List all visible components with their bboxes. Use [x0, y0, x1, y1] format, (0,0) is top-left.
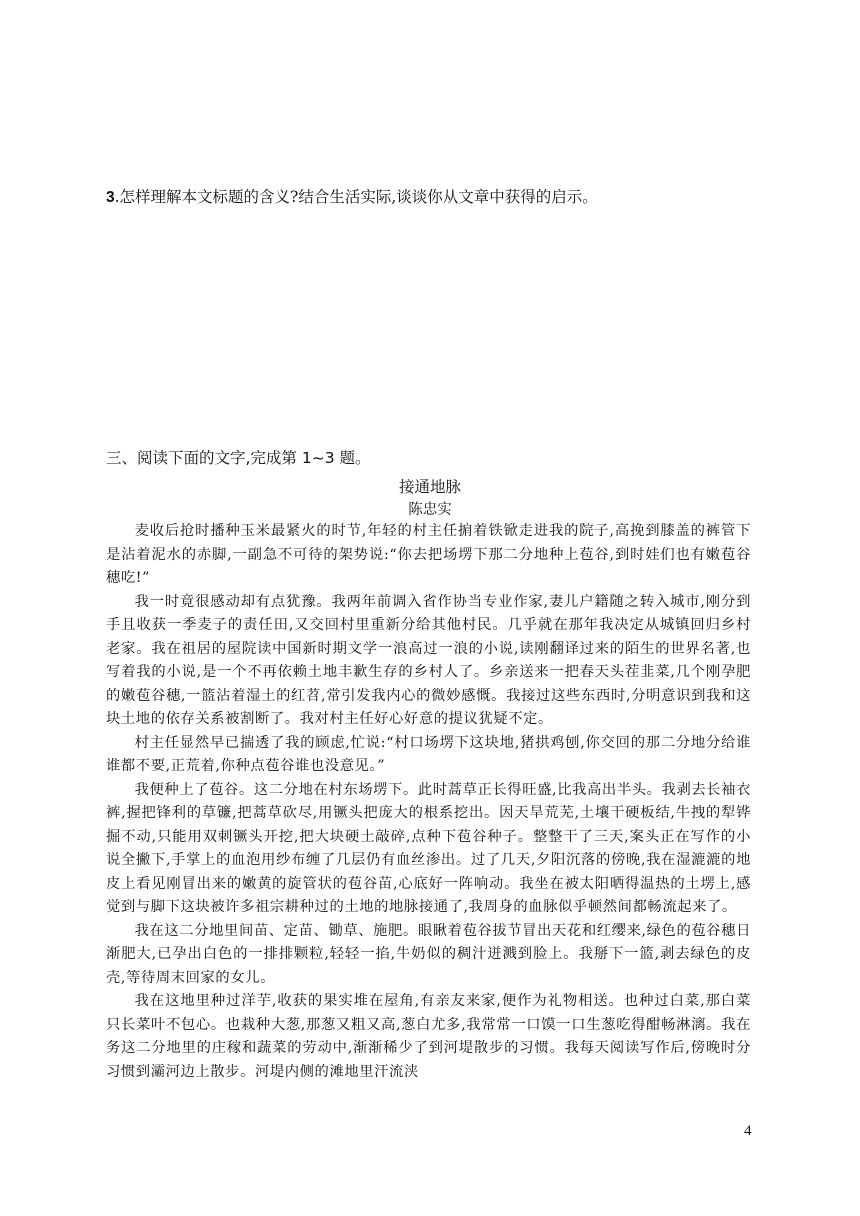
question-number: 3 [106, 189, 115, 206]
paragraph: 我在这二分地里间苗、定苗、锄草、施肥。眼瞅着苞谷拔节冒出天花和红缨来,绿色的苞谷穗日渐肥大,已孕出白色的一排排颗粒,轻轻一掐,牛奶似的稠汁迸溅到脸上。我掰下一篮,剥去绿色的皮壳,等待周末回家的女儿。 [106, 922, 751, 986]
question-text: .怎样理解本文标题的含义?结合生活实际,谈谈你从文章中获得的启示。 [114, 188, 598, 206]
page-number: 4 [744, 1123, 752, 1139]
article-body [106, 520, 751, 1084]
article-author: 陈忠实 [408, 502, 452, 518]
paragraph: 我便种上了苞谷。这二分地在村东场塄下。此时蒿草正长得旺盛,比我高出半头。我剥去长袖衣裤,握把锋利的草镰,把蒿草砍尽,用镢头把庞大的根系挖出。因天旱荒芜,土壤干硬板结,牛拽的犁铧掘不动,只能用双刺镢头开挖,把大块硬土敲碎,点种下苞谷种子。整整干了三天,案头正在写作的小说全撇下,手掌上的血泡用纱布缠了几层仍有血丝渗出。过了几天,夕阳沉落的傍晚,我在湿漉漉的地皮上看见刚冒出来的嫩黄的旋管状的苞谷苗,心底好一阵响动。我坐在被太阳晒得温热的土塄上,感觉到与脚下这块被许多祖宗耕种过的土地的地脉接通了,我周身的血脉似乎顿然间都畅流起来了。 [106, 781, 751, 915]
paragraph: 我在这地里种过洋芋,收获的果实堆在屋角,有亲友来家,便作为礼物相送。也种过白菜,那白菜只长菜叶不包心。也栽种大葱,那葱又粗又高,葱白尤多,我常常一口馍一口生葱吃得酣畅淋漓。我在务这二分地里的庄稼和蔬菜的劳动中,渐渐稀少了到河堤散步的习惯。我每天阅读写作后,傍晚时分习惯到灞河边上散步。河堤内侧的滩地里汗流浃 [106, 993, 751, 1080]
paragraph: 麦收后抢时播种玉米最紧火的时节,年轻的村主任掮着铁锨走进我的院子,高挽到膝盖的裤管下是沾着泥水的赤脚,一副急不可待的架势说:“你去把场塄下那二分地种上苞谷,到时娃们也有嫩苞谷穗吃!” [106, 523, 751, 586]
paragraph: 我一时竟很感动却有点犹豫。我两年前调入省作协当专业作家,妻儿户籍随之转入城市,刚分到手且收获一季麦子的责任田,又交回村里重新分给其他村民。几乎就在那年我决定从城镇回归乡村老家。我在祖居的屋院读中国新时期文学一浪高过一浪的小说,读刚翻译过来的陌生的世界名著,也写着我的小说,是一个不再依赖土地丰歉生存的乡村人了。乡亲送来一把春天头茬韭菜,几个刚孕肥的嫩苞谷穗,一篮沾着湿土的红苕,常引发我内心的微妙感慨。我接过这些东西时,分明意识到我和这块土地的依存关系被割断了。我对村主任好心好意的提议犹疑不定。 [106, 593, 751, 727]
section-heading: 三、阅读下面的文字,完成第 1~3 题。 [106, 449, 371, 467]
question-3 [106, 186, 756, 209]
article-title: 接通地脉 [398, 478, 461, 496]
paragraph: 村主任显然早已揣透了我的顾虑,忙说:“村口场塄下这块地,猪拱鸡刨,你交回的那二分地分给谁谁都不要,正荒着,你种点苞谷谁也没意见。” [106, 734, 751, 774]
